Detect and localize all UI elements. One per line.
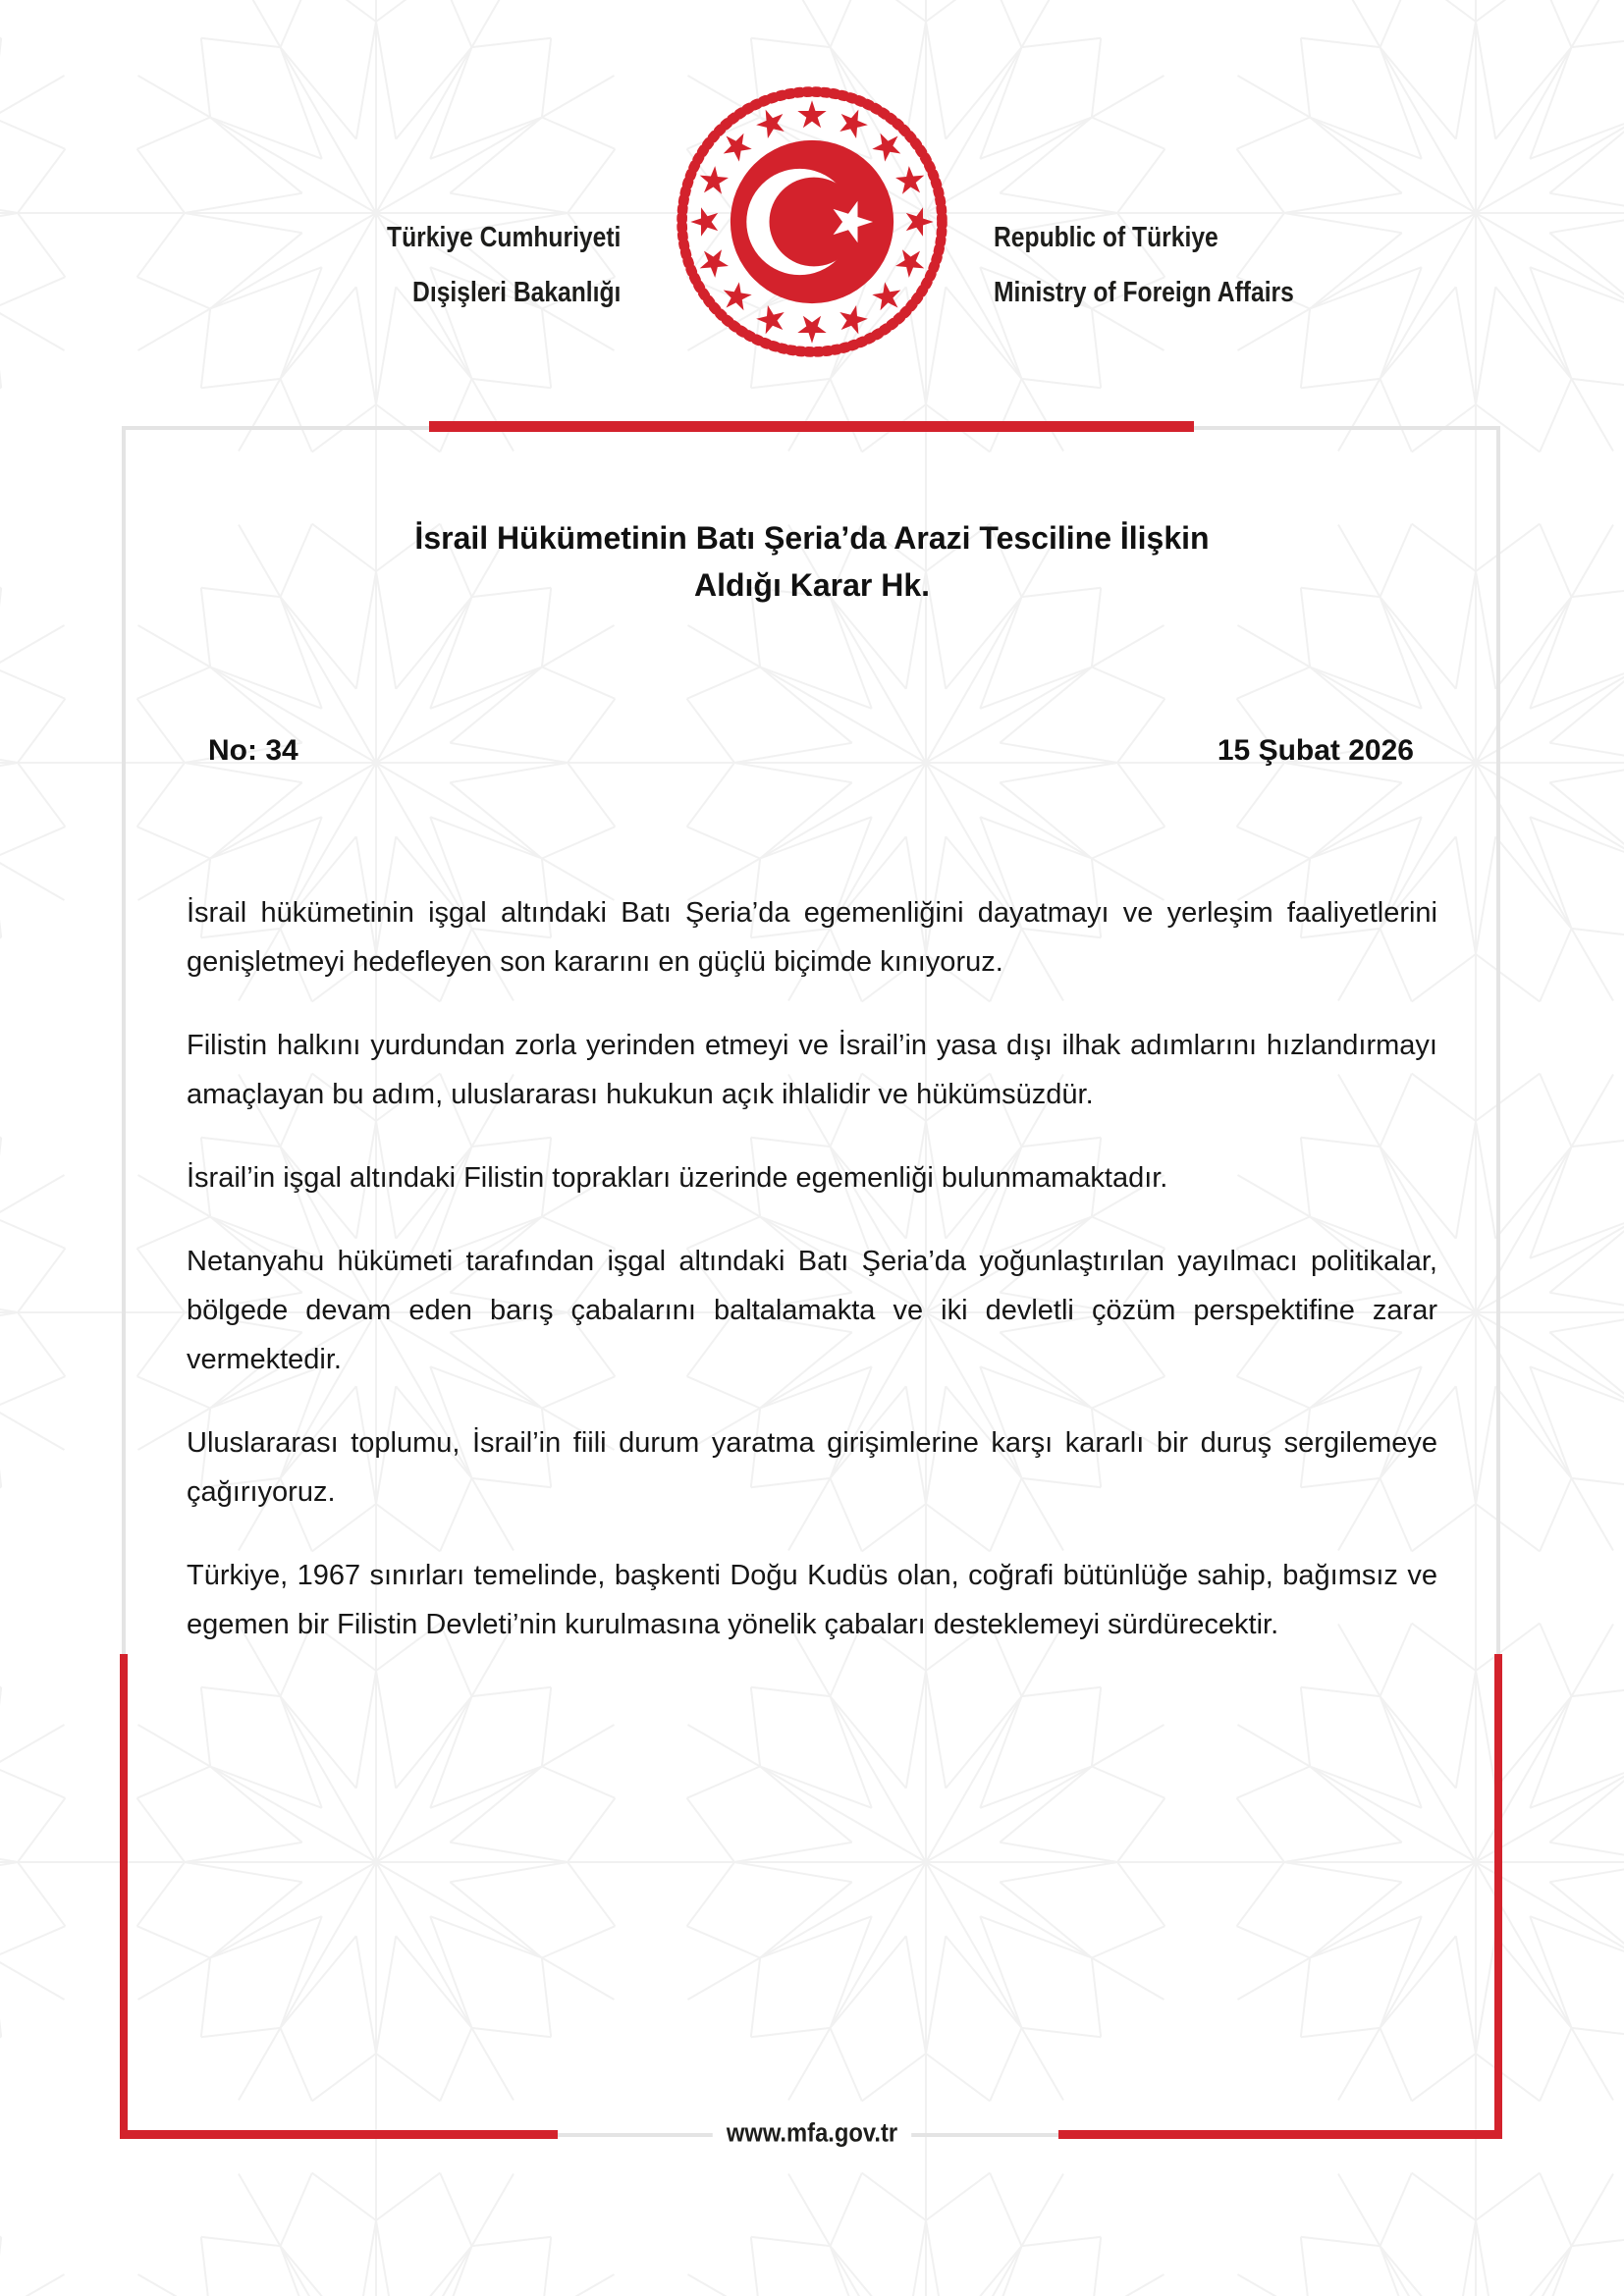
crescent-star-emblem-icon <box>670 80 954 364</box>
org-name-turkish <box>387 210 621 320</box>
page-title <box>0 514 1624 609</box>
mfa-emblem <box>670 80 954 364</box>
paragraph: Türkiye, 1967 sınırları temelinde, başkenti Doğu Kudüs olan, coğrafi bütünlüğe sahip, bağımsız ve egemen bir Filistin Devleti’nin kurulmasına yönelik çabaları desteklemeyi sürdürecektir. <box>187 1560 1437 1640</box>
frame-accent-left <box>120 1654 128 2139</box>
title-line2: Aldığı Karar Hk. <box>693 567 931 603</box>
frame-accent-right <box>1494 1654 1502 2139</box>
org-tr-line2: Dışişleri Bakanlığı <box>411 277 621 308</box>
document-number: No: 34 <box>208 734 298 767</box>
frame-accent-bottom-right <box>1058 2130 1502 2139</box>
org-tr-line1: Türkiye Cumhuriyeti <box>386 222 621 253</box>
paragraph: Filistin halkını yurdundan zorla yerinden etmeyi ve İsrail’in yasa dışı ilhak adımlarını hızlandırmayı amaçlayan bu adım, uluslararası hukukun açık ihlalidir ve hükümsüzdür. <box>187 1030 1437 1110</box>
org-name-english <box>994 210 1294 320</box>
footer-website: www.mfa.gov.tr <box>713 2118 911 2149</box>
title-line1: İsrail Hükümetinin Batı Şeria’da Arazi Tesciline İlişkin <box>414 520 1210 556</box>
paragraph: Netanyahu hükümeti tarafından işgal altındaki Batı Şeria’da yoğunlaştırılan yayılmacı politikalar, bölgede devam eden barış çabalarını baltalamakta ve iki devletli çözüm perspektifine zarar vermektedir. <box>187 1246 1437 1375</box>
meta-row <box>208 734 1414 768</box>
frame-accent-top <box>429 421 1194 432</box>
org-en-line2: Ministry of Foreign Affairs <box>994 277 1294 308</box>
paragraph: İsrail’in işgal altındaki Filistin toprakları üzerinde egemenliği bulunmamaktadır. <box>187 1162 1168 1194</box>
document-date: 15 Şubat 2026 <box>1217 734 1414 767</box>
body-text <box>187 888 1437 1649</box>
paragraph: İsrail hükümetinin işgal altındaki Batı Şeria’da egemenliğini dayatmayı ve yerleşim faaliyetlerini genişletmeyi hedefleyen son kararını en güçlü biçimde kınıyoruz. <box>187 897 1437 978</box>
org-en-line1: Republic of Türkiye <box>994 222 1218 253</box>
paragraph: Uluslararası toplumu, İsrail’in fiili durum yaratma girişimlerine karşı kararlı bir duruş sergilemeye çağırıyoruz. <box>187 1427 1437 1508</box>
frame-accent-bottom-left <box>120 2130 558 2139</box>
